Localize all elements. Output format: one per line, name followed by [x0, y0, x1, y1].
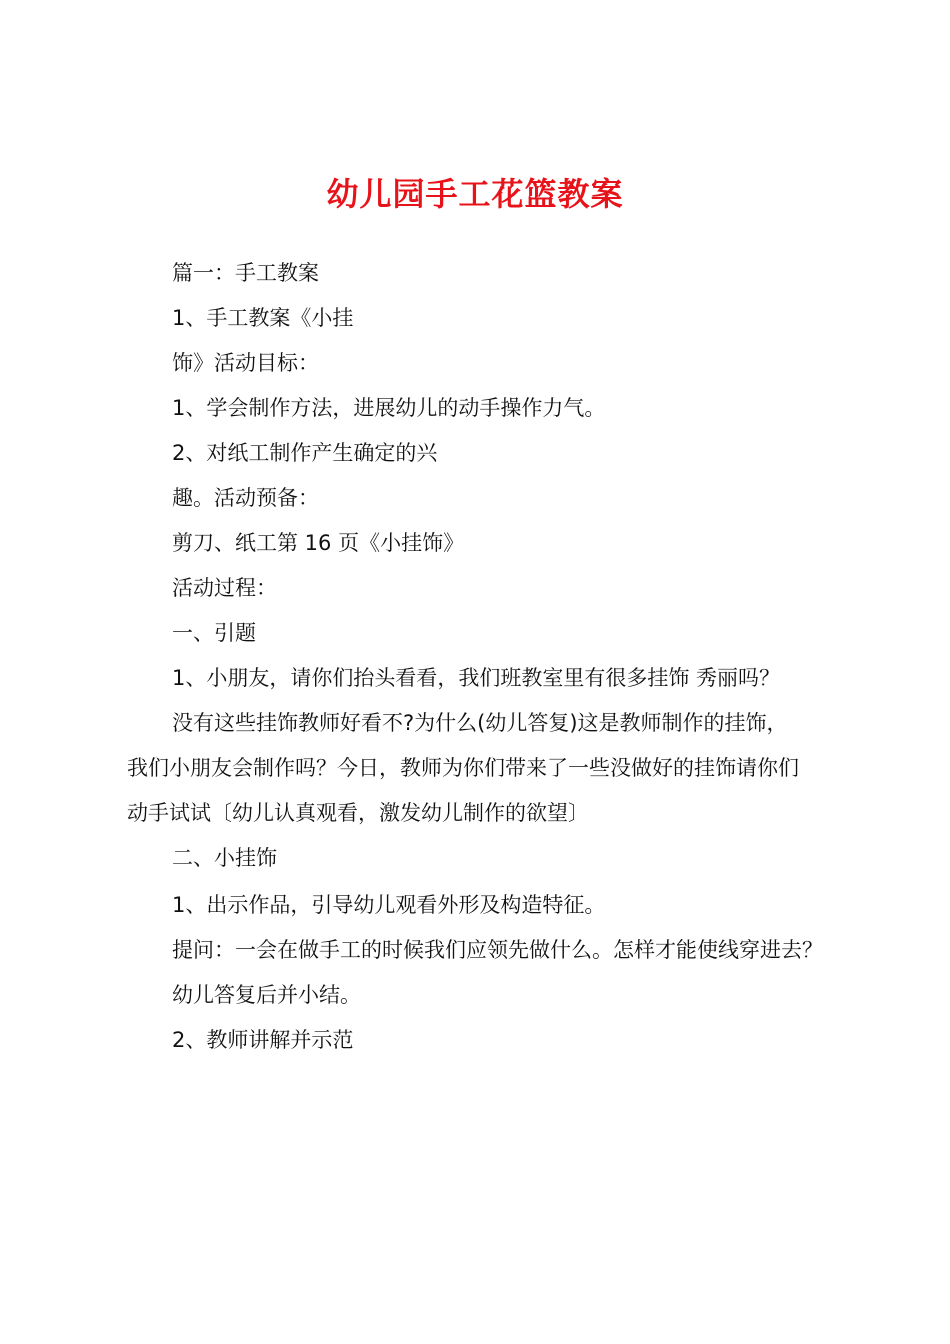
paragraph-line: 动手试试〔幼儿认真观看，激发幼儿制作的欲望〕 — [127, 801, 589, 825]
paragraph-line: 剪刀、纸工第 16 页《小挂饰》 — [172, 531, 465, 555]
paragraph-line: 幼儿答复后并小结。 — [172, 983, 361, 1007]
paragraph-line: 1、出示作品，引导幼儿观看外形及构造特征。 — [172, 893, 606, 917]
paragraph-line: 2、教师讲解并示范 — [172, 1028, 354, 1052]
section-heading: 一、引题 — [172, 621, 256, 645]
section-heading: 篇一：手工教案 — [172, 261, 319, 285]
paragraph-line: 没有这些挂饰教师好看不?为什么(幼儿答复)这是教师制作的挂饰， — [172, 711, 788, 735]
paragraph-line: 1、手工教案《小挂 — [172, 306, 354, 330]
paragraph-line: 趣。活动预备： — [172, 486, 319, 510]
paragraph-line: 活动过程： — [172, 576, 277, 600]
section-heading: 二、小挂饰 — [172, 846, 277, 870]
paragraph-line: 1、学会制作方法，进展幼儿的动手操作力气。 — [172, 396, 606, 420]
paragraph-line: 我们小朋友会制作吗？今日，教师为你们带来了一些没做好的挂饰请你们 — [127, 756, 799, 780]
paragraph-line: 提问：一会在做手工的时候我们应领先做什么。怎样才能使线穿进去？ — [172, 938, 823, 962]
paragraph-line: 2、对纸工制作产生确定的兴 — [172, 441, 438, 465]
paragraph-line: 1、小朋友，请你们抬头看看，我们班教室里有很多挂饰 秀丽吗？ — [172, 666, 781, 690]
page-title: 幼儿园手工花篮教案 — [326, 175, 624, 213]
paragraph-line: 饰》活动目标： — [172, 351, 319, 375]
